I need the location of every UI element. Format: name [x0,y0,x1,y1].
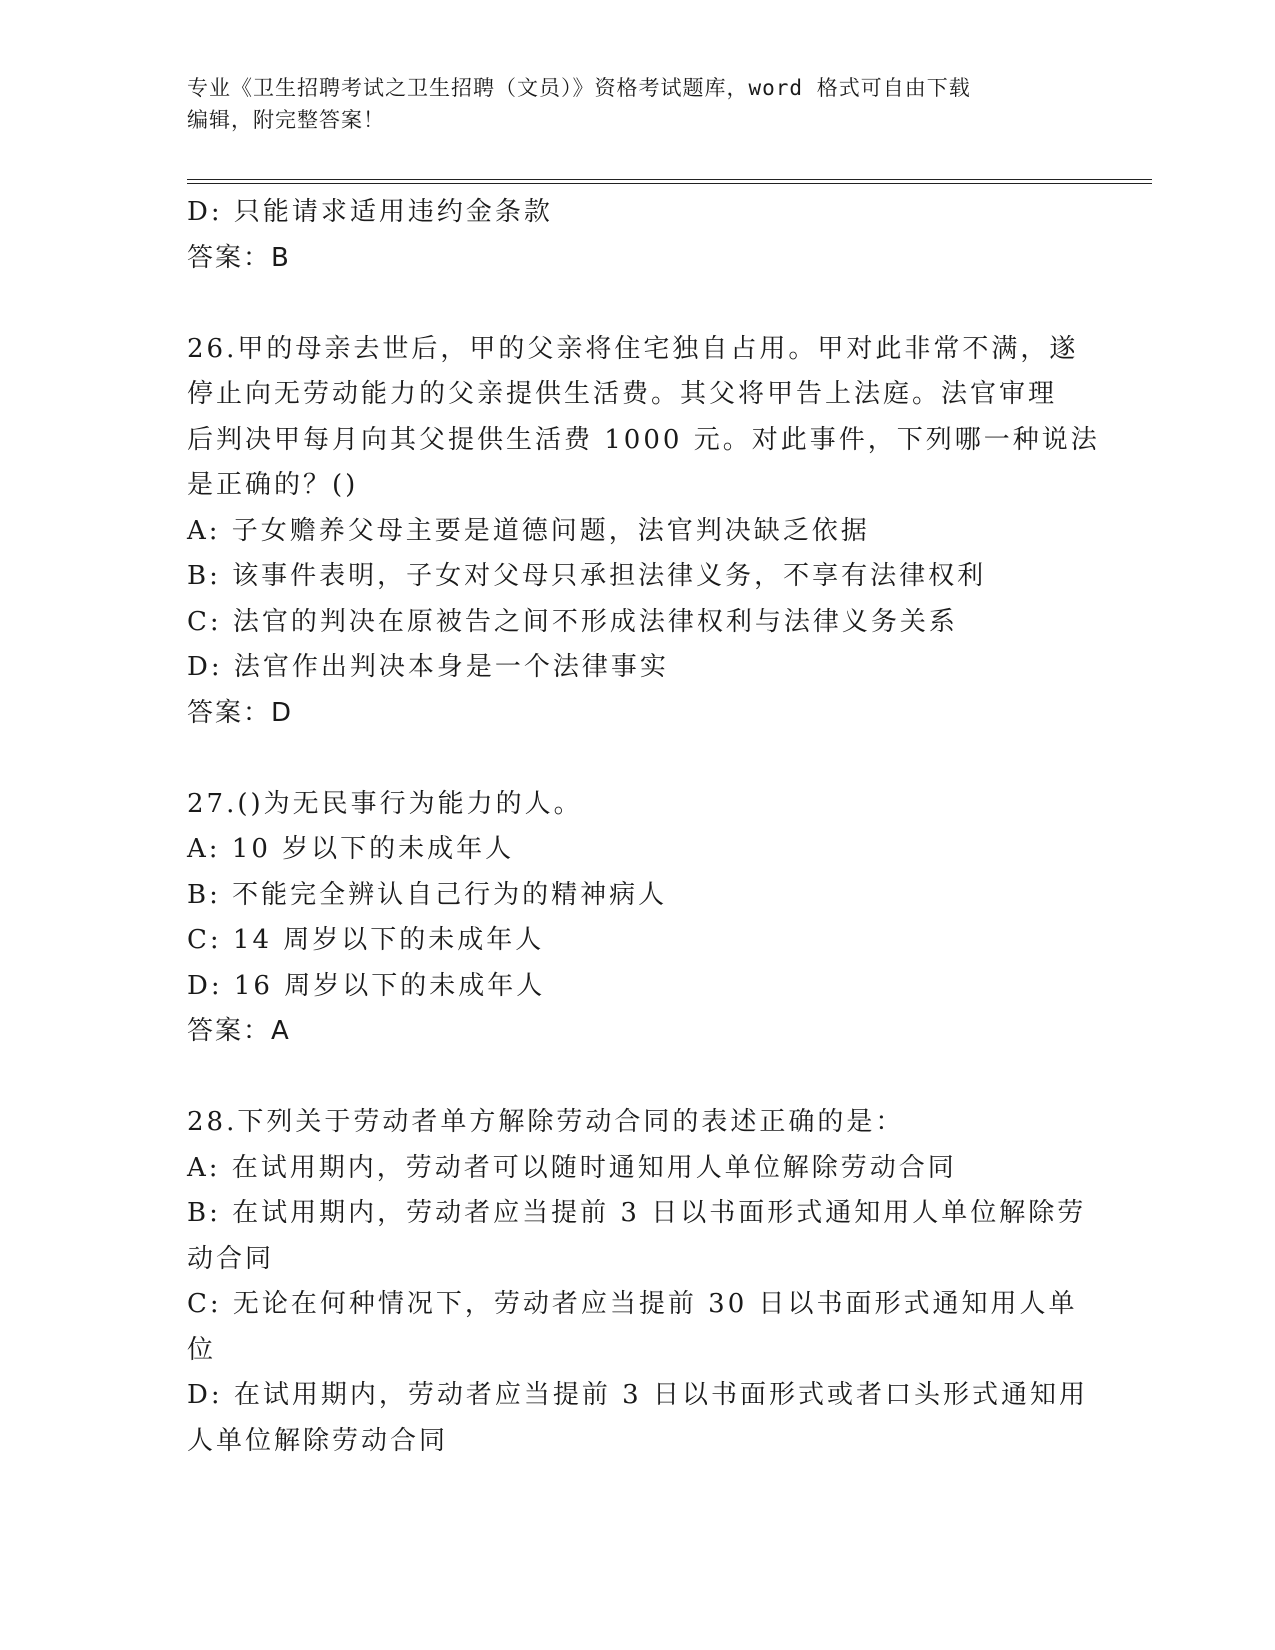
q26-option-a: A: 子女赡养父母主要是道德问题，法官判决缺乏依据 [187,515,870,546]
q27-option-a: A: 10 岁以下的未成年人 [187,834,515,864]
q26-option-b: B: 该事件表明，子女对父母只承担法律义务，不享有法律权利 [187,561,987,591]
q26-stem-line-2: 停止向无劳动能力的父亲提供生活费。其父将甲告上法庭。法官审理 [187,379,1058,409]
spacer [187,281,1087,327]
q27-stem-line-1: 27.()为无民事行为能力的人。 [187,788,583,819]
q26-stem-line-4: 是正确的？() [187,470,359,500]
q26-stem-line-1: 26.甲的母亲去世后，甲的父亲将住宅独自占用。甲对此非常不满，遂 [187,333,1079,364]
q27-answer: 答案：A [187,1016,291,1046]
q26-option-c: C: 法官的判决在原被告之间不形成法律权利与法律义务关系 [187,606,958,637]
q28-option-d-line-2: 人单位解除劳动合同 [187,1425,449,1456]
spacer [187,736,1087,782]
question-26 [187,327,1100,737]
question-28 [187,1100,1087,1464]
q26-stem-line-3: 后判决甲每月向其父提供生活费 1000 元。对此事件，下列哪一种说法 [187,424,1100,455]
q28-option-c-line-2: 位 [187,1334,217,1365]
q28-option-b-line-1: B: 在试用期内，劳动者应当提前 3 日以书面形式通知用人单位解除劳 [187,1198,1087,1228]
q28-stem-line-1: 28.下列关于劳动者单方解除劳动合同的表述正确的是： [187,1107,905,1137]
q27-option-b: B: 不能完全辨认自己行为的精神病人 [187,879,668,910]
q27-option-d: D: 16 周岁以下的未成年人 [187,970,546,1001]
question-27 [187,782,1087,1055]
prev-answer: 答案：B [187,242,291,273]
q28-option-a: A: 在试用期内，劳动者可以随时通知用人单位解除劳动合同 [187,1152,957,1183]
spacer [187,1055,1087,1101]
q28-option-d-line-1: D: 在试用期内，劳动者应当提前 3 日以书面形式或者口头形式通知用 [187,1380,1088,1410]
header-line-1: 专业《卫生招聘考试之卫生招聘（文员）》资格考试题库，word 格式可自由下载 [187,76,971,100]
q26-answer: 答案：D [187,697,294,728]
page-header [187,72,1067,136]
question-content [187,190,1100,1464]
q28-option-c-line-1: C: 无论在何种情况下，劳动者应当提前 30 日以书面形式通知用人单 [187,1289,1078,1319]
header-line-2: 编辑，附完整答案！ [187,108,385,132]
prev-option-d: D: 只能请求适用违约金条款 [187,197,553,227]
header-double-rule [187,179,1152,184]
q26-option-d: D: 法官作出判决本身是一个法律事实 [187,652,669,682]
q28-option-b-line-2: 动合同 [187,1243,275,1274]
q27-option-c: C: 14 周岁以下的未成年人 [187,925,545,955]
